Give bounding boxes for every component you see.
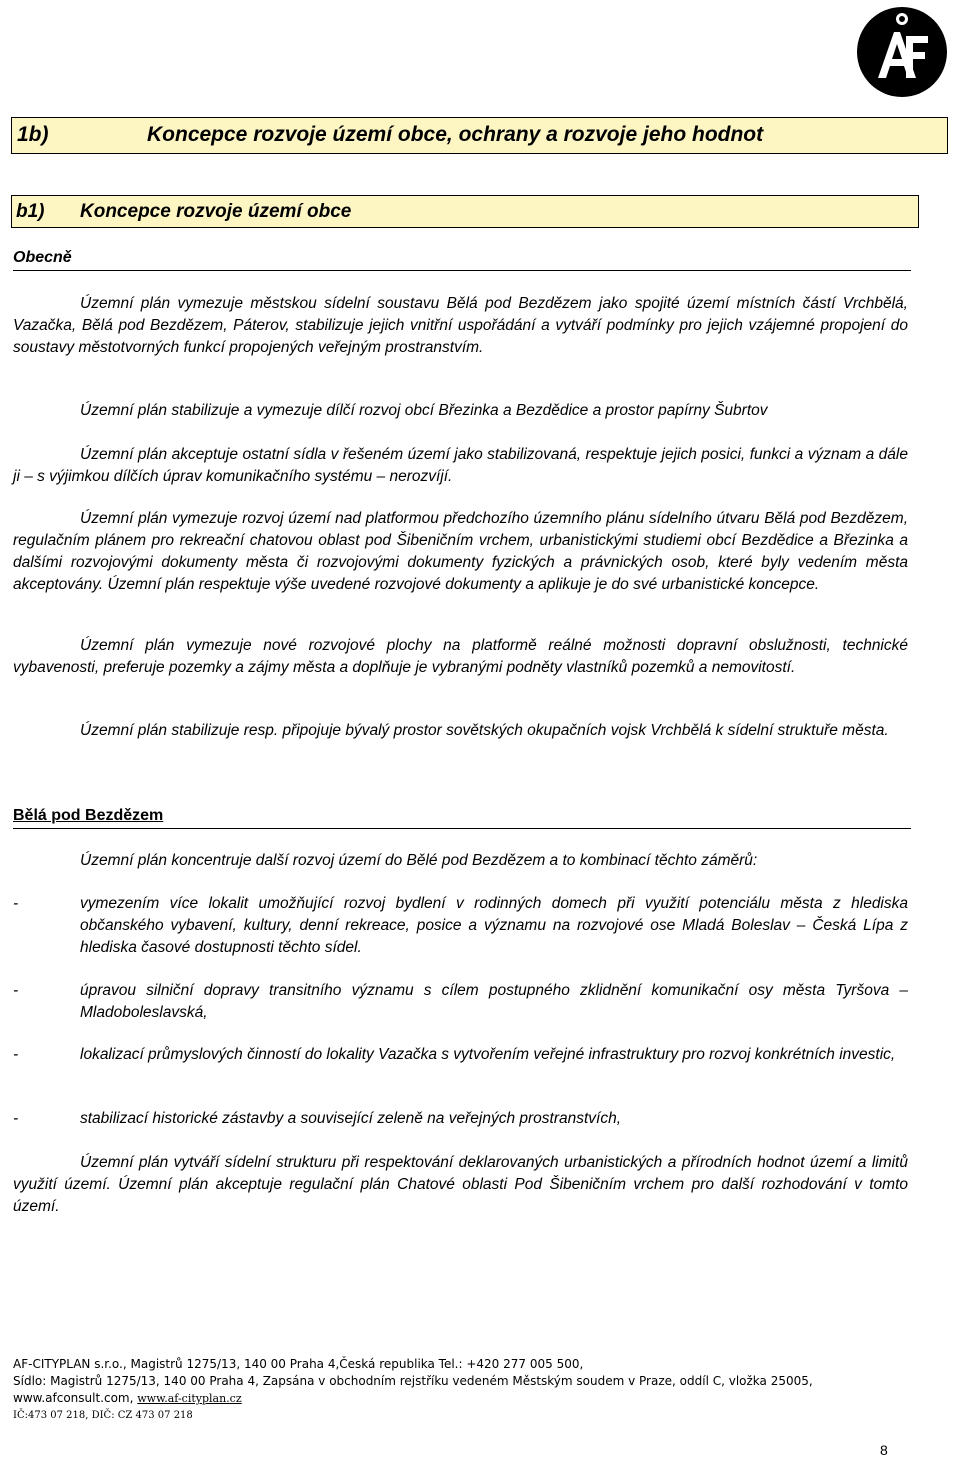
bullet-text: stabilizací historické zástavby a související zeleně na veřejných prostranstvích, bbox=[80, 1110, 622, 1127]
paragraph: Územní plán vymezuje nové rozvojové plochy na platformě reálné možnosti dopravní obslužnosti, technické vybavenosti, preferuje pozemky a zájmy města a doplňuje je vybranými podněty vlastníků pozemků a nemovitostí. bbox=[13, 637, 908, 676]
section-heading-b1 bbox=[11, 195, 919, 228]
page-footer bbox=[13, 1356, 813, 1424]
bullet-text: vymezením více lokalit umožňující rozvoj bydlení v rodinných domech při využití potenciálu města z hlediska občanského vybavení, kultury, denní rekreace, posice a významu na rozvojové ose Mladá Boleslav – Česká Lípa z hlediska časové dostupnosti těchto sídel. bbox=[80, 895, 908, 956]
paragraph: Územní plán stabilizuje a vymezuje dílčí rozvoj obcí Březinka a Bezdědice a prostor papírny Šubrtov bbox=[80, 402, 768, 419]
bullet-marker: - bbox=[13, 1110, 19, 1127]
footer-ids: IČ:473 07 218, DIČ: CZ 473 07 218 bbox=[13, 1410, 193, 1421]
bullet-item bbox=[13, 1108, 908, 1130]
heading-b1-title: Koncepce rozvoje území obce bbox=[80, 201, 352, 222]
heading-1b-title: Koncepce rozvoje území obce, ochrany a rozvoje jeho hodnot bbox=[147, 123, 764, 146]
bullet-marker: - bbox=[13, 895, 19, 912]
bullet-text: úpravou silniční dopravy transitního významu s cílem postupného zklidnění komunikační osy města Tyršova – Mladoboleslavská, bbox=[80, 982, 908, 1021]
heading-1b-number: 1b) bbox=[17, 123, 49, 146]
paragraph: Územní plán vymezuje rozvoj území nad platformou předchozího územního plánu sídelního útvaru Bělá pod Bezdězem, regulačním plánem pro rekreační chatovou oblast pod Šibeničním vrchem, urbanistickými studiemi obcí Bezdědice a Březinka a dalšími rozvojovými dokumenty města či rozvojovými dokumenty fyzických a právnických osob, které byly vedením města akceptovány. Územní plán respektuje výše uvedené rozvojové dokumenty a aplikuje je do své urbanistické koncepce. bbox=[13, 510, 908, 593]
paragraph-intro: Územní plán koncentruje další rozvoj území do Bělé pod Bezdězem a to kombinací těchto záměrů: bbox=[80, 852, 758, 869]
paragraph-closing: Územní plán vytváří sídelní strukturu při respektování deklarovaných urbanistických a přírodních hodnot území a limitů využití území. Územní plán akceptuje regulační plán Chatové oblasti Pod Šibeničním vrchem pro další rozhodování v tomto území. bbox=[13, 1154, 908, 1215]
subsection-title-bela bbox=[13, 807, 911, 829]
footer-company-line: AF-CITYPLAN s.r.o., Magistrů 1275/13, 140 00 Praha 4,Česká republika Tel.: +420 277 005 500, bbox=[13, 1357, 584, 1371]
footer-registration-line: Sídlo: Magistrů 1275/13, 140 00 Praha 4, Zapsána v obchodním rejstříku vedeném Městským soudem v Praze, oddíl C, vložka 25005, bbox=[13, 1374, 813, 1388]
bullet-item bbox=[13, 893, 908, 959]
paragraph: Územní plán akceptuje ostatní sídla v řešeném území jako stabilizovaná, respektuje jejich posici, funkci a význam a dále ji – s výjimkou dílčích úprav komunikačního systému – nerozvíjí. bbox=[13, 446, 908, 485]
footer-url-afconsult[interactable]: www.afconsult.com, bbox=[13, 1391, 134, 1405]
bullet-item bbox=[13, 1044, 908, 1066]
paragraph: Územní plán stabilizuje resp. připojuje bývalý prostor sovětských okupačních vojsk Vrchbělá k sídelní struktuře města. bbox=[80, 722, 889, 739]
bullet-item bbox=[13, 980, 908, 1024]
subsection-title-bela-text: Bělá pod Bezdězem bbox=[13, 807, 164, 824]
page-number: 8 bbox=[880, 1442, 888, 1458]
footer-urls bbox=[13, 1390, 813, 1407]
paragraph: Územní plán vymezuje městskou sídelní soustavu Bělá pod Bezdězem jako spojité území místních částí Vrchbělá, Vazačka, Bělá pod Bezdězem, Páterov, stabilizuje jejich vnitřní uspořádání a vytváří podmínky pro jejich vzájemné propojení do soustavy městotvorných funkcí propojených veřejným prostranstvím. bbox=[13, 295, 908, 356]
subsection-title-obecne: Obecně bbox=[13, 249, 911, 271]
section-heading-1b bbox=[11, 117, 948, 154]
footer-url-afcityplan[interactable]: www.af-cityplan.cz bbox=[137, 1392, 242, 1405]
bullet-marker: - bbox=[13, 982, 19, 999]
af-logo bbox=[856, 6, 948, 98]
bullet-marker: - bbox=[13, 1046, 19, 1063]
bullet-text: lokalizací průmyslových činností do lokality Vazačka s vytvořením veřejné infrastruktury pro rozvoj konkrétních investic, bbox=[80, 1046, 896, 1063]
heading-b1-number: b1) bbox=[16, 201, 45, 222]
